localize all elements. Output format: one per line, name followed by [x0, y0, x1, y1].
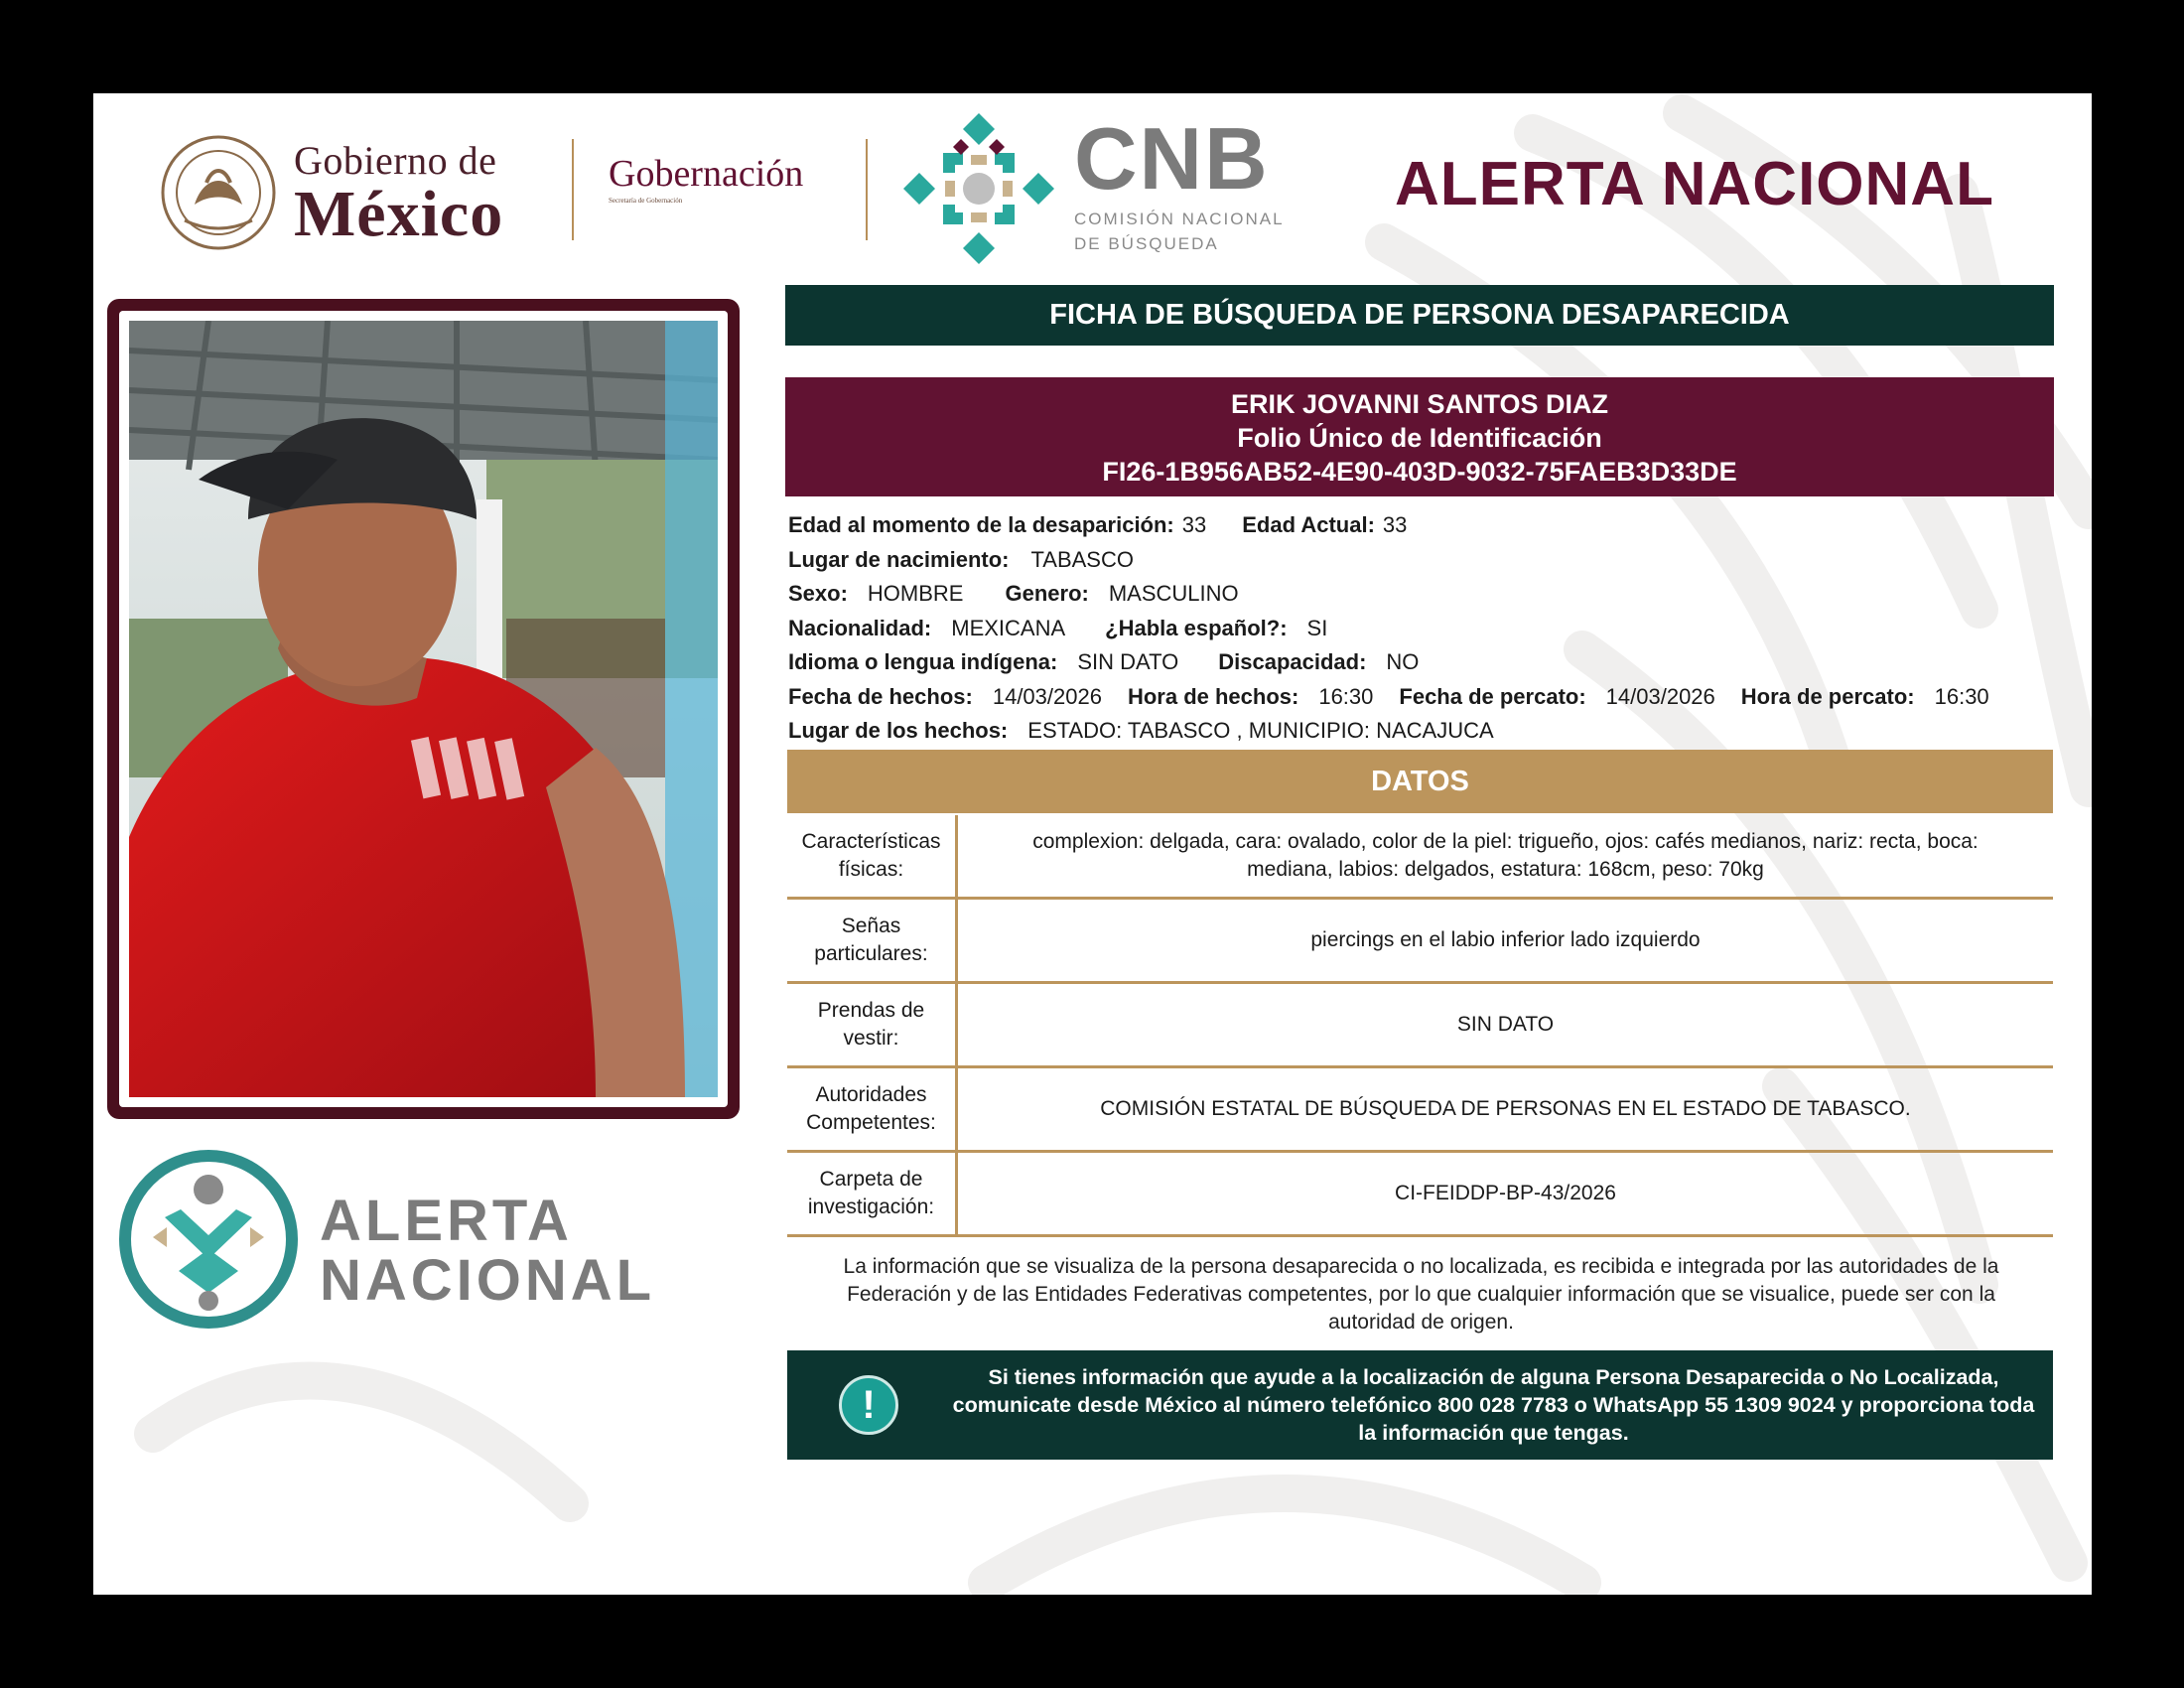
info-value: 33 — [1382, 512, 1408, 537]
table-row — [787, 815, 2053, 900]
header-divider — [866, 139, 868, 240]
contact-text: Si tienes información que ayude a la localización de alguna Persona Desaparecida o No Localizada, comunicate desde México al número telefónico 800 028 7783 o WhatsApp 55 1309 9024 y proporciona toda la información que tengas. — [952, 1365, 2035, 1445]
table-row — [787, 1153, 2053, 1237]
contact-banner — [787, 1350, 2053, 1460]
info-label: Edad al momento de la desaparición: — [788, 512, 1174, 537]
info-label: Idioma o lengua indígena: — [788, 649, 1058, 674]
alerta-nacional-logo-text — [320, 1189, 656, 1313]
table-row-label: Características físicas: — [787, 815, 958, 897]
info-value: 14/03/2026 — [992, 683, 1102, 709]
cnb-name-line-2: DE BÚSQUEDA — [1074, 234, 1219, 253]
info-label: Nacionalidad: — [788, 615, 932, 640]
disclaimer-text: La información que se visualiza de la persona desaparecida o no localizada, es recibida e integrada por las autoridades de la Federación y de las Entidades Federativas competentes, por lo que cualquier información que se visualice, puede ser con la autoridad de origen. — [843, 1255, 1999, 1334]
info-value: SI — [1306, 615, 1328, 640]
table-row — [787, 900, 2053, 984]
table-row-label: Autoridades Competentes: — [787, 1068, 958, 1150]
national-seal-icon — [155, 133, 282, 252]
info-row — [788, 543, 2059, 578]
info-value: HOMBRE — [867, 581, 964, 606]
gobierno-de-mexico-logo — [294, 138, 504, 250]
info-value: 16:30 — [1318, 683, 1374, 709]
info-value: NO — [1386, 649, 1420, 674]
cnb-name-line-1: COMISIÓN NACIONAL — [1074, 210, 1285, 228]
info-label: Fecha de percato: — [1399, 683, 1586, 709]
info-value: 14/03/2026 — [1605, 683, 1715, 709]
info-row — [788, 577, 2059, 612]
info-label: ¿Habla español?: — [1105, 615, 1288, 640]
alerta-logo-line-1: ALERTA — [320, 1189, 573, 1253]
info-row — [788, 612, 2059, 646]
gob-line-1: Gobierno de — [294, 138, 497, 183]
person-photo — [129, 321, 718, 1097]
photo-frame — [107, 299, 740, 1119]
table-row-label: Prendas de vestir: — [787, 984, 958, 1065]
info-value: ESTADO: TABASCO , MUNICIPIO: NACAJUCA — [1027, 718, 1494, 743]
table-row-value: SIN DATO — [1456, 1013, 1555, 1036]
table-row-label: Carpeta de investigación: — [787, 1153, 958, 1234]
person-name: ERIK JOVANNI SANTOS DIAZ — [1230, 389, 1609, 419]
folio-number: FI26-1B956AB52-4E90-403D-9032-75FAEB3D33DE — [1102, 457, 1737, 487]
table-row — [787, 984, 2053, 1068]
exclamation-icon: ! — [839, 1375, 898, 1435]
info-value: MASCULINO — [1108, 581, 1239, 606]
cnb-acronym: CNB — [1074, 109, 1270, 208]
info-value: SIN DATO — [1077, 649, 1179, 674]
info-row — [788, 645, 2059, 680]
info-label: Hora de hechos: — [1127, 683, 1299, 709]
info-label: Lugar de nacimiento: — [788, 546, 1010, 572]
table-row-value: CI-FEIDDP-BP-43/2026 — [1395, 1182, 1616, 1204]
table-row-value: complexion: delgada, cara: ovalado, color de la piel: trigueño, ojos: cafés medianos, nariz: recta, boca: mediana, labios: delgados, estatura: 168cm, peso: 70kg — [1032, 830, 1979, 881]
datos-title-bar: DATOS — [787, 750, 2053, 813]
person-info — [788, 508, 2059, 749]
info-row — [788, 508, 2059, 543]
cnb-logo-icon — [899, 109, 1058, 268]
table-row-value: piercings en el labio inferior lado izquierdo — [1310, 928, 1701, 951]
ficha-title-bar: FICHA DE BÚSQUEDA DE PERSONA DESAPARECIDA — [785, 285, 2054, 346]
info-value: 16:30 — [1934, 683, 1989, 709]
info-value: TABASCO — [1030, 546, 1134, 572]
table-row-value: COMISIÓN ESTATAL DE BÚSQUEDA DE PERSONAS EN EL ESTADO DE TABASCO. — [1100, 1097, 1911, 1120]
table-row — [787, 1068, 2053, 1153]
alerta-logo-line-2: NACIONAL — [320, 1248, 656, 1313]
info-label: Sexo: — [788, 581, 848, 606]
gobernacion-title: Gobernación — [609, 153, 804, 195]
alerta-nacional-header: ALERTA NACIONAL — [1395, 150, 1994, 218]
gobernacion-subtitle: Secretaría de Gobernación — [609, 197, 683, 205]
info-row — [788, 714, 2059, 749]
gobernacion-logo — [609, 153, 803, 205]
info-label: Genero: — [1005, 581, 1089, 606]
person-name-box — [785, 377, 2054, 496]
gob-line-2: México — [294, 178, 504, 250]
datos-table — [787, 815, 2053, 1237]
info-label: Hora de percato: — [1740, 683, 1915, 709]
info-value: 33 — [1181, 512, 1207, 537]
info-label: Discapacidad: — [1218, 649, 1367, 674]
cnb-logo-text — [1074, 109, 1285, 254]
info-label: Fecha de hechos: — [788, 683, 973, 709]
info-value: MEXICANA — [951, 615, 1066, 640]
folio-label: Folio Único de Identificación — [1237, 423, 1602, 453]
alerta-nacional-logo-icon — [117, 1148, 300, 1331]
header-divider — [572, 139, 574, 240]
info-label: Lugar de los hechos: — [788, 718, 1009, 743]
table-row-label: Señas particulares: — [787, 900, 958, 981]
info-label: Edad Actual: — [1242, 512, 1375, 537]
info-row — [788, 680, 2059, 715]
alert-sheet — [93, 93, 2092, 1595]
